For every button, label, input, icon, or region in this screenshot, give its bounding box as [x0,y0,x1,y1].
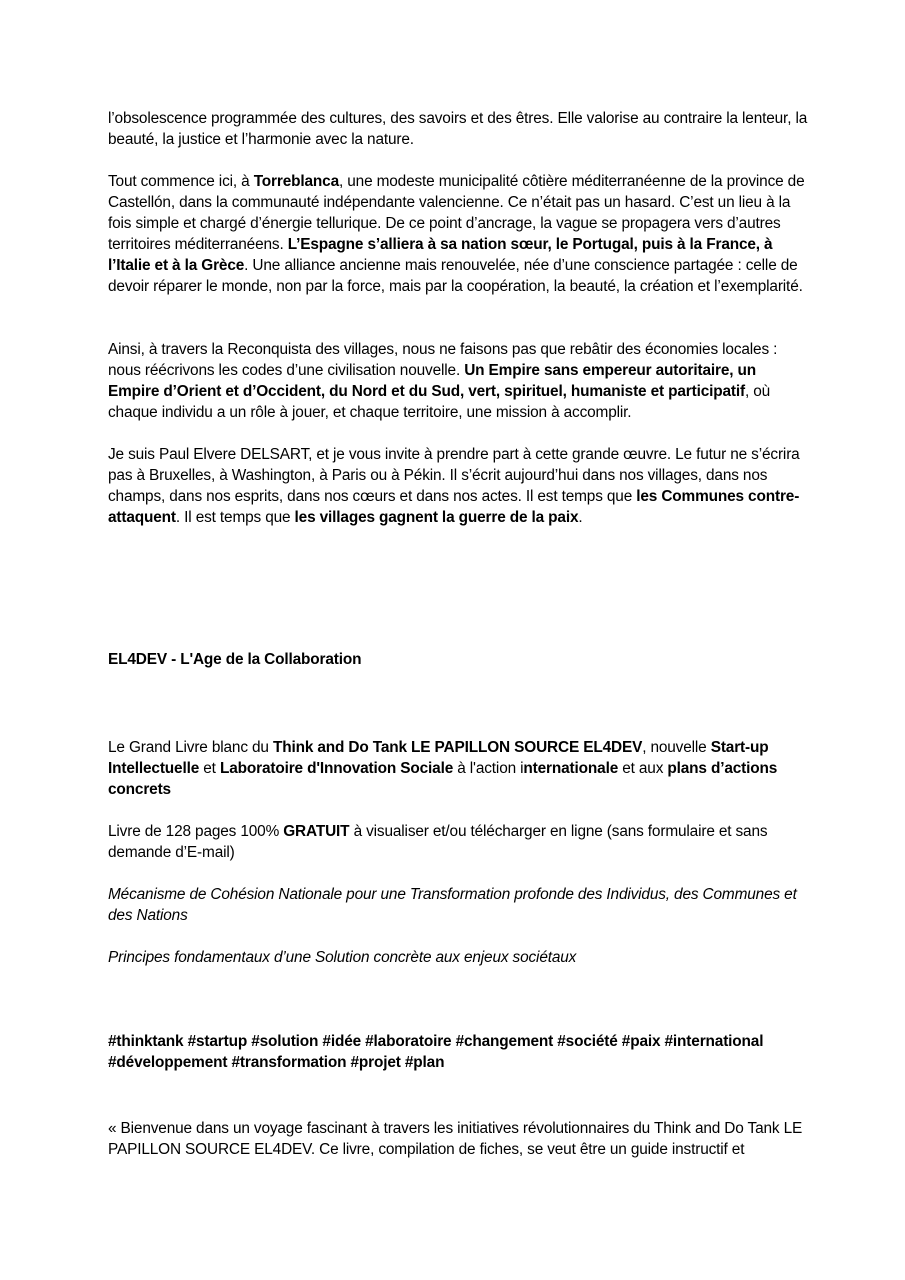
paragraph-bienvenue: « Bienvenue dans un voyage fascinant à travers les initiatives révolutionnaires du Think and Do Tank LE PAPILLON SOURCE EL4DEV. Ce livre, compilation de fiches, se veut être un guide instructif et [108,1120,803,1158]
bold-span: GRATUIT [283,823,350,840]
bold-span: les Communes contre-attaquent [108,488,800,526]
bold-span: Think and Do Tank LE PAPILLON SOURCE EL4DEV [272,739,643,756]
paragraph-obsolescence [108,108,808,150]
paragraph-mecanisme: Mécanisme de Cohésion Nationale pour une Transformation profonde des Individus, des Communes et des Nations [108,886,797,924]
text-span: Ainsi, à travers la Reconquista des villages, nous ne faisons pas que rebâtir des économies locales : nous réécrivons les codes d’une civilisation nouvelle. [108,341,778,379]
text-span: , nouvelle [642,739,711,756]
hashtags: #thinktank #startup #solution #idée #laboratoire #changement #société #paix #international #développement #transformation #projet #plan [108,1033,764,1071]
text-span: . Une alliance ancienne mais renouvelée, née d’une conscience partagée : celle de devoir réparer le monde, non par la force, mais par la coopération, la beauté, la création et l’exemplarité. [108,257,803,295]
bold-span: Start-up Intellectuelle [108,739,769,777]
text-span: et [199,760,220,777]
text-span: , où chaque individu a un rôle à jouer, et chaque territoire, une mission à accomplir. [108,383,771,421]
text-span: et aux [618,760,668,777]
paragraph-livre-gratuit [108,821,808,863]
bold-span: Torreblanca [253,173,339,190]
text-span: . [578,509,583,526]
paragraph-delsart [108,444,808,528]
bold-span: L’Espagne s’alliera à sa nation sœur, le Portugal, puis à la France, à l’Italie et à la Grèce [108,236,773,274]
text-span: Livre de 128 pages 100% [108,823,284,840]
bold-span: les villages gagnent la guerre de la paix [294,509,579,526]
paragraph-reconquista [108,339,808,423]
section-heading: EL4DEV - L'Age de la Collaboration [108,651,362,668]
bold-span: Laboratoire d'Innovation Sociale [219,760,454,777]
bold-span: Un Empire sans empereur autoritaire, un Empire d’Orient et d’Occident, du Nord et du Sud, vert, spirituel, humaniste et participatif [108,362,756,400]
text-span: l’obsolescence programmée des cultures, des savoirs et des êtres. Elle valorise au contraire la lenteur, la beauté, la justice et l’harmonie avec la nature. [108,110,808,148]
text-span: Je suis Paul Elvere DELSART, et je vous invite à prendre part à cette grande œuvre. Le futur ne s’écrira pas à Bruxelles, à Washington, à Paris ou à Pékin. Il s’écrit aujourd’hui dans nos villages, dans nos champs, dans nos esprits, dans nos cœurs et dans nos actes. Il est temps que [108,446,800,505]
text-span: à visualiser et/ou télécharger en ligne (sans formulaire et sans demande d’E-mail) [108,823,768,861]
text-span: Le Grand Livre blanc du [108,739,273,756]
paragraph-principes: Principes fondamentaux d’une Solution concrète aux enjeux sociétaux [108,949,577,966]
text-span: . Il est temps que [175,509,295,526]
text-span: à l'action i [453,760,524,777]
bold-span: plans d’actions concrets [108,760,778,798]
paragraph-torreblanca [108,171,808,297]
text-span: , une modeste municipalité côtière méditerranéenne de la province de Castellón, dans la communauté indépendante valencienne. Ce n’était pas un hasard. C’est un lieu à la fois simple et chargé d’énergie tellurique. De ce point d’ancrage, la vague se propagera vers d’autres territoires méditerranéens. [108,173,805,253]
text-span: Tout commence ici, à [108,173,254,190]
bold-span: nternationale [523,760,619,777]
paragraph-grand-livre [108,737,808,800]
